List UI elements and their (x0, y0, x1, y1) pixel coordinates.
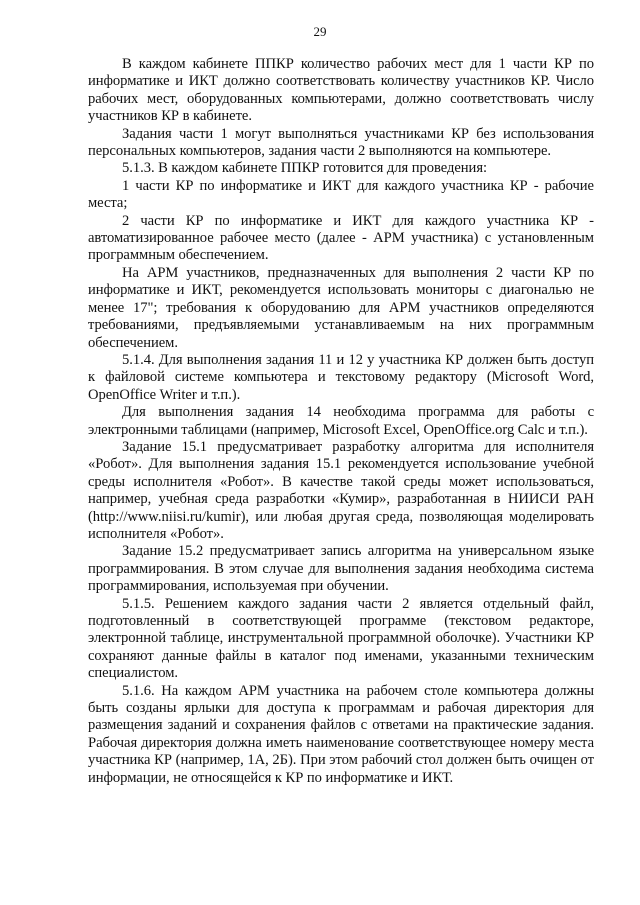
paragraph-task-14: Для выполнения задания 14 необходима программа для работы с электронными таблицами (например, Microsoft Excel, OpenOffice.org Calc и т.п.). (88, 404, 594, 438)
paragraph-task-15-1: Задание 15.1 предусматривает разработку алгоритма для исполнителя «Робот». Для выполнения задания 15.1 рекомендуется использование учебной среды исполнителя «Робот». В качестве такой среды может использоваться, например, учебная среда разработки «Кумир», разработанная в НИИСИ РАН (http://www.niisi.ru/kumir), или любая другая среда, позволяющая моделировать исполнителя «Робот». (88, 438, 594, 542)
paragraph-monitor-requirements: На АРМ участников, предназначенных для выполнения 2 части КР по информатике и ИКТ, рекомендуется использовать мониторы с диагональю не менее 17"; требования к оборудованию для АРМ участников определяются требованиями, предъявляемыми устанавливаемым на них программным обеспечением. (88, 264, 594, 351)
paragraph-5-1-5: 5.1.5. Решением каждого задания части 2 является отдельный файл, подготовленный в соответствующей программе (текстовом редакторе, электронной таблице, инструментальной программной оболочке). Участники КР сохраняют данные файлы в каталог под именами, указанными техническим специалистом. (88, 595, 594, 682)
paragraph-part1-workplaces: 1 части КР по информатике и ИКТ для каждого участника КР - рабочие места; (88, 177, 594, 212)
document-body (88, 56, 594, 787)
paragraph-part2-arm: 2 части КР по информатике и ИКТ для каждого участника КР - автоматизированное рабочее место (далее - АРМ участника) с установленным программным обеспечением. (88, 212, 594, 264)
paragraph-5-1-6: 5.1.6. На каждом АРМ участника на рабочем столе компьютера должны быть созданы ярлыки для доступа к программам и рабочая директория для размещения заданий и сохранения файлов с ответами на практические задания. Рабочая директория должна иметь наименование соответствующее номеру места участника КР (например, 1А, 2Б). При этом рабочий стол должен быть очищен от информации, не относящейся к КР по информатике и ИКТ. (88, 682, 594, 786)
paragraph-workplaces-count: В каждом кабинете ППКР количество рабочих мест для 1 части КР по информатике и ИКТ должно соответствовать количеству участников КР. Число рабочих мест, оборудованных компьютерами, должно соответствовать числу участников КР в кабинете. (88, 56, 594, 125)
paragraph-task-15-2: Задание 15.2 предусматривает запись алгоритма на универсальном языке программирования. В этом случае для выполнения задания необходима система программирования, используемая при обучении. (88, 543, 594, 595)
paragraph-5-1-3: 5.1.3. В каждом кабинете ППКР готовится для проведения: (122, 160, 487, 177)
page-number: 29 (313, 24, 327, 39)
paragraph-5-1-4: 5.1.4. Для выполнения задания 11 и 12 у участника КР должен быть доступ к файловой системе компьютера и текстовому редактору (Microsoft Word, OpenOffice Writer и т.п.). (88, 351, 594, 403)
paragraph-part1-no-computers: Задания части 1 могут выполняться участниками КР без использования персональных компьютеров, задания части 2 выполняются на компьютере. (88, 125, 594, 160)
